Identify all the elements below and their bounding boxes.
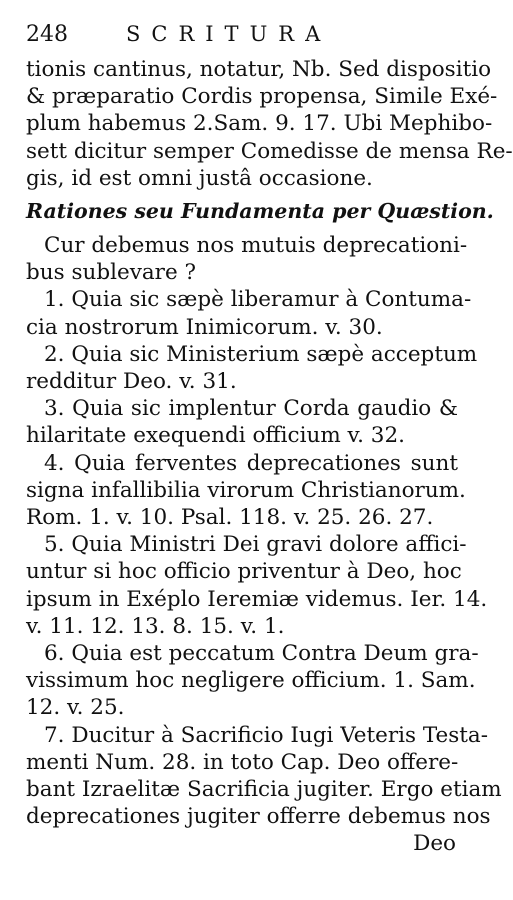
text-line: 1. Quia sic sæpè liberamur à Contuma- [44,287,472,313]
text-line: signa infallibilia virorum Christianorum. [26,477,466,503]
reason-2 [26,341,478,395]
text-line: menti Num. 28. in toto Cap. Deo offere- [26,749,459,775]
text-line: hilaritate exequendi officium v. 32. [26,423,405,449]
reason-1 [26,286,472,340]
reason-7 [26,722,502,831]
text-line: bus sublevare ? [26,260,197,286]
text-line: untur si hoc officio priventur à Deo, hoc [26,559,462,585]
running-title: SCRITURA [126,22,332,46]
top-paragraph [26,56,513,192]
text-line: Rom. 1. v. 10. Psal. 118. v. 25. 26. 27. [26,505,434,531]
text-line: deprecationes jugiter offerre debemus nos [26,804,491,830]
text-line: ipsum in Exéplo Ieremiæ videmus. Ier. 14. [26,586,488,612]
text-line: 12. v. 25. [26,695,125,721]
text-line: 7. Ducitur à Sacrificio Iugi Veteris Testa- [44,722,489,748]
reason-5 [26,531,488,640]
text-line: sett dicitur semper Comedisse de mensa Re- [26,138,513,164]
reason-6 [26,640,479,722]
text-line: tionis cantinus, notatur, Nb. Sed dispositio [26,57,492,82]
text-line: 2. Quia sic Ministerium sæpè acceptum [44,341,478,367]
text-line: 5. Quia Ministri Dei gravi dolore affici- [44,532,467,558]
text-line: Cur debemus nos mutuis deprecationi- [44,233,468,259]
text-line: v. 11. 12. 13. 8. 15. v. 1. [26,613,285,639]
text-line: vissimum hoc negligere officium. 1. Sam. [26,668,476,694]
text-line: cia nostrorum Inimicorum. v. 30. [26,314,383,340]
text-line: redditur Deo. v. 31. [26,369,237,395]
text-line: 6. Quia est peccatum Contra Deum gra- [44,641,479,667]
running-head [26,22,458,56]
text-line: bant Izraelitæ Sacrificia jugiter. Ergo etiam [26,777,502,803]
reason-4 [26,450,466,532]
catchword: Deo [413,831,456,857]
text-line: 4. Quia ferventes deprecationes sunt [44,450,458,476]
question-paragraph [26,232,468,286]
text-line: 3. Quia sic implentur Corda gaudio & [44,396,458,422]
reason-3 [26,395,458,449]
page-number: 248 [26,22,68,47]
text-line: plum habemus 2.Sam. 9. 17. Ubi Mephibo- [26,111,493,137]
text-line: & præparatio Cordis propensa, Simile Exé- [26,84,498,110]
section-heading: Rationes seu Fundamenta per Quæstion. [26,199,494,224]
text-line: gis, id est omni justâ occasione. [26,165,373,191]
